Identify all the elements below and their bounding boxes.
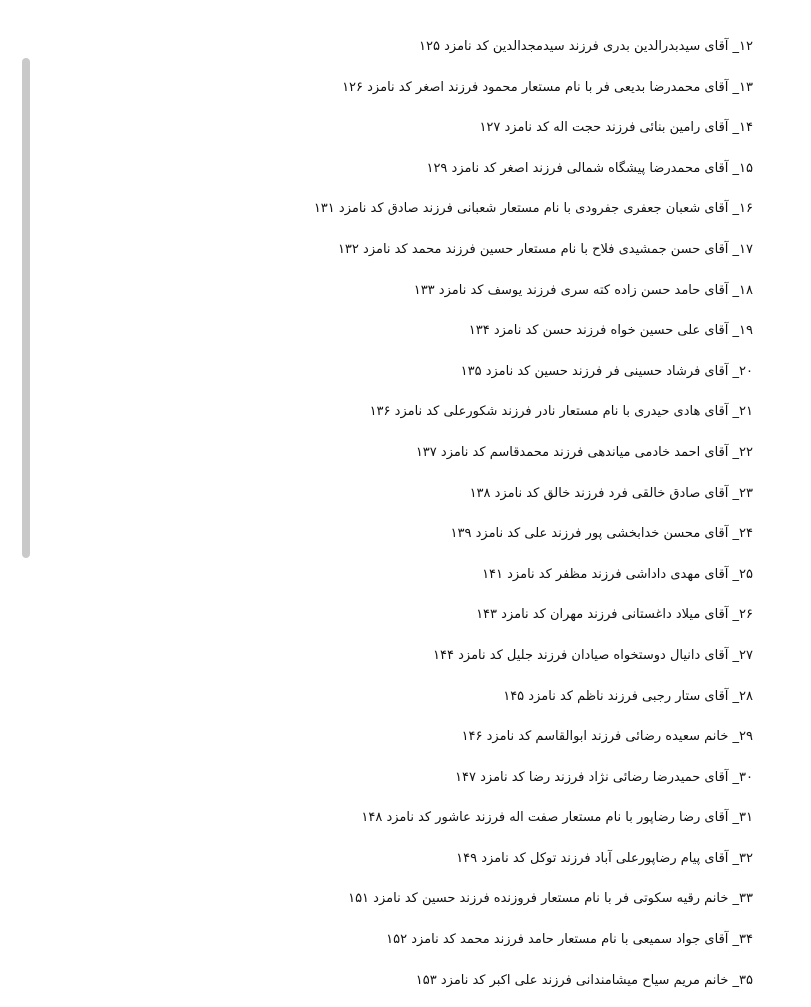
candidate-entry: ۲۵_ آقای مهدی داداشی فرزند مظفر کد نامزد ۱۴۱ <box>482 566 753 582</box>
candidate-entry: ۲۷_ آقای دانیال دوستخواه صیادان فرزند جلیل کد نامزد ۱۴۴ <box>433 647 753 663</box>
candidate-entry: ۳۵_ خانم مریم سیاح میشامندانی فرزند علی اکبر کد نامزد ۱۵۳ <box>415 972 753 988</box>
candidate-entry: ۱۶_ آقای شعبان جعفری جفرودی با نام مستعار شعبانی فرزند صادق کد نامزد ۱۳۱ <box>313 201 753 217</box>
candidate-entry: ۲۹_ خانم سعیده رضائی فرزند ابوالقاسم کد نامزد ۱۴۶ <box>461 729 753 745</box>
candidate-entry: ۳۲_ آقای پیام رضاپورعلی آباد فرزند توکل کد نامزد ۱۴۹ <box>456 850 753 866</box>
candidate-entry: ۲۲_ آقای احمد خادمی میاندهی فرزند محمدقاسم کد نامزد ۱۳۷ <box>415 444 753 460</box>
candidate-entry: ۲۱_ آقای هادی حیدری با نام مستعار نادر فرزند شکورعلی کد نامزد ۱۳۶ <box>369 404 753 420</box>
candidate-entry: ۲۴_ آقای محسن خدابخشی پور فرزند علی کد نامزد ۱۳۹ <box>450 526 753 542</box>
candidate-entry: ۳۰_ آقای حمیدرضا رضائی نژاد فرزند رضا کد نامزد ۱۴۷ <box>455 769 753 785</box>
candidate-entry: ۱۲_ آقای سیدبدرالدین بدری فرزند سیدمجدالدین کد نامزد ۱۲۵ <box>419 39 753 54</box>
candidate-entry: ۱۵_ آقای محمدرضا پیشگاه شمالی فرزند اصغر کد نامزد ۱۲۹ <box>426 160 753 176</box>
candidate-entry: ۳۴_ آقای جواد سمیعی با نام مستعار حامد فرزند محمد کد نامزد ۱۵۲ <box>386 932 753 948</box>
vertical-scrollbar[interactable] <box>22 58 30 558</box>
candidate-entry: ۲۶_ آقای میلاد داغستانی فرزند مهران کد نامزد ۱۴۳ <box>476 607 753 623</box>
candidate-entry: ۱۷_ آقای حسن جمشیدی فلاح با نام مستعار حسین فرزند محمد کد نامزد ۱۳۲ <box>337 241 753 257</box>
candidate-entry: ۱۹_ آقای علی حسین خواه فرزند حسن کد نامزد ۱۳۴ <box>468 323 753 339</box>
candidate-entry: ۲۰_ آقای فرشاد حسینی فر فرزند حسین کد نامزد ۱۳۵ <box>460 363 753 379</box>
candidate-entry: ۳۱_ آقای رضا رضاپور با نام مستعار صفت اله فرزند عاشور کد نامزد ۱۴۸ <box>361 810 753 826</box>
candidate-entry: ۱۸_ آقای حامد حسن زاده کته سری فرزند یوسف کد نامزد ۱۳۳ <box>413 282 753 298</box>
candidate-list <box>314 33 753 1007</box>
candidate-entry: ۱۴_ آقای رامین بنائی فرزند حجت اله کد نامزد ۱۲۷ <box>479 120 753 136</box>
candidate-entry: ۳۳_ خانم رقیه سکوتی فر با نام مستعار فروزنده فرزند حسین کد نامزد ۱۵۱ <box>348 891 753 907</box>
candidate-entry: ۱۳_ آقای محمدرضا بدیعی فر با نام مستعار محمود فرزند اصغر کد نامزد ۱۲۶ <box>342 79 753 95</box>
candidate-entry: ۲۳_ آقای صادق خالقی فرد فرزند خالق کد نامزد ۱۳۸ <box>469 485 753 501</box>
candidate-entry: ۲۸_ آقای ستار رجبی فرزند ناظم کد نامزد ۱۴۵ <box>503 688 753 704</box>
